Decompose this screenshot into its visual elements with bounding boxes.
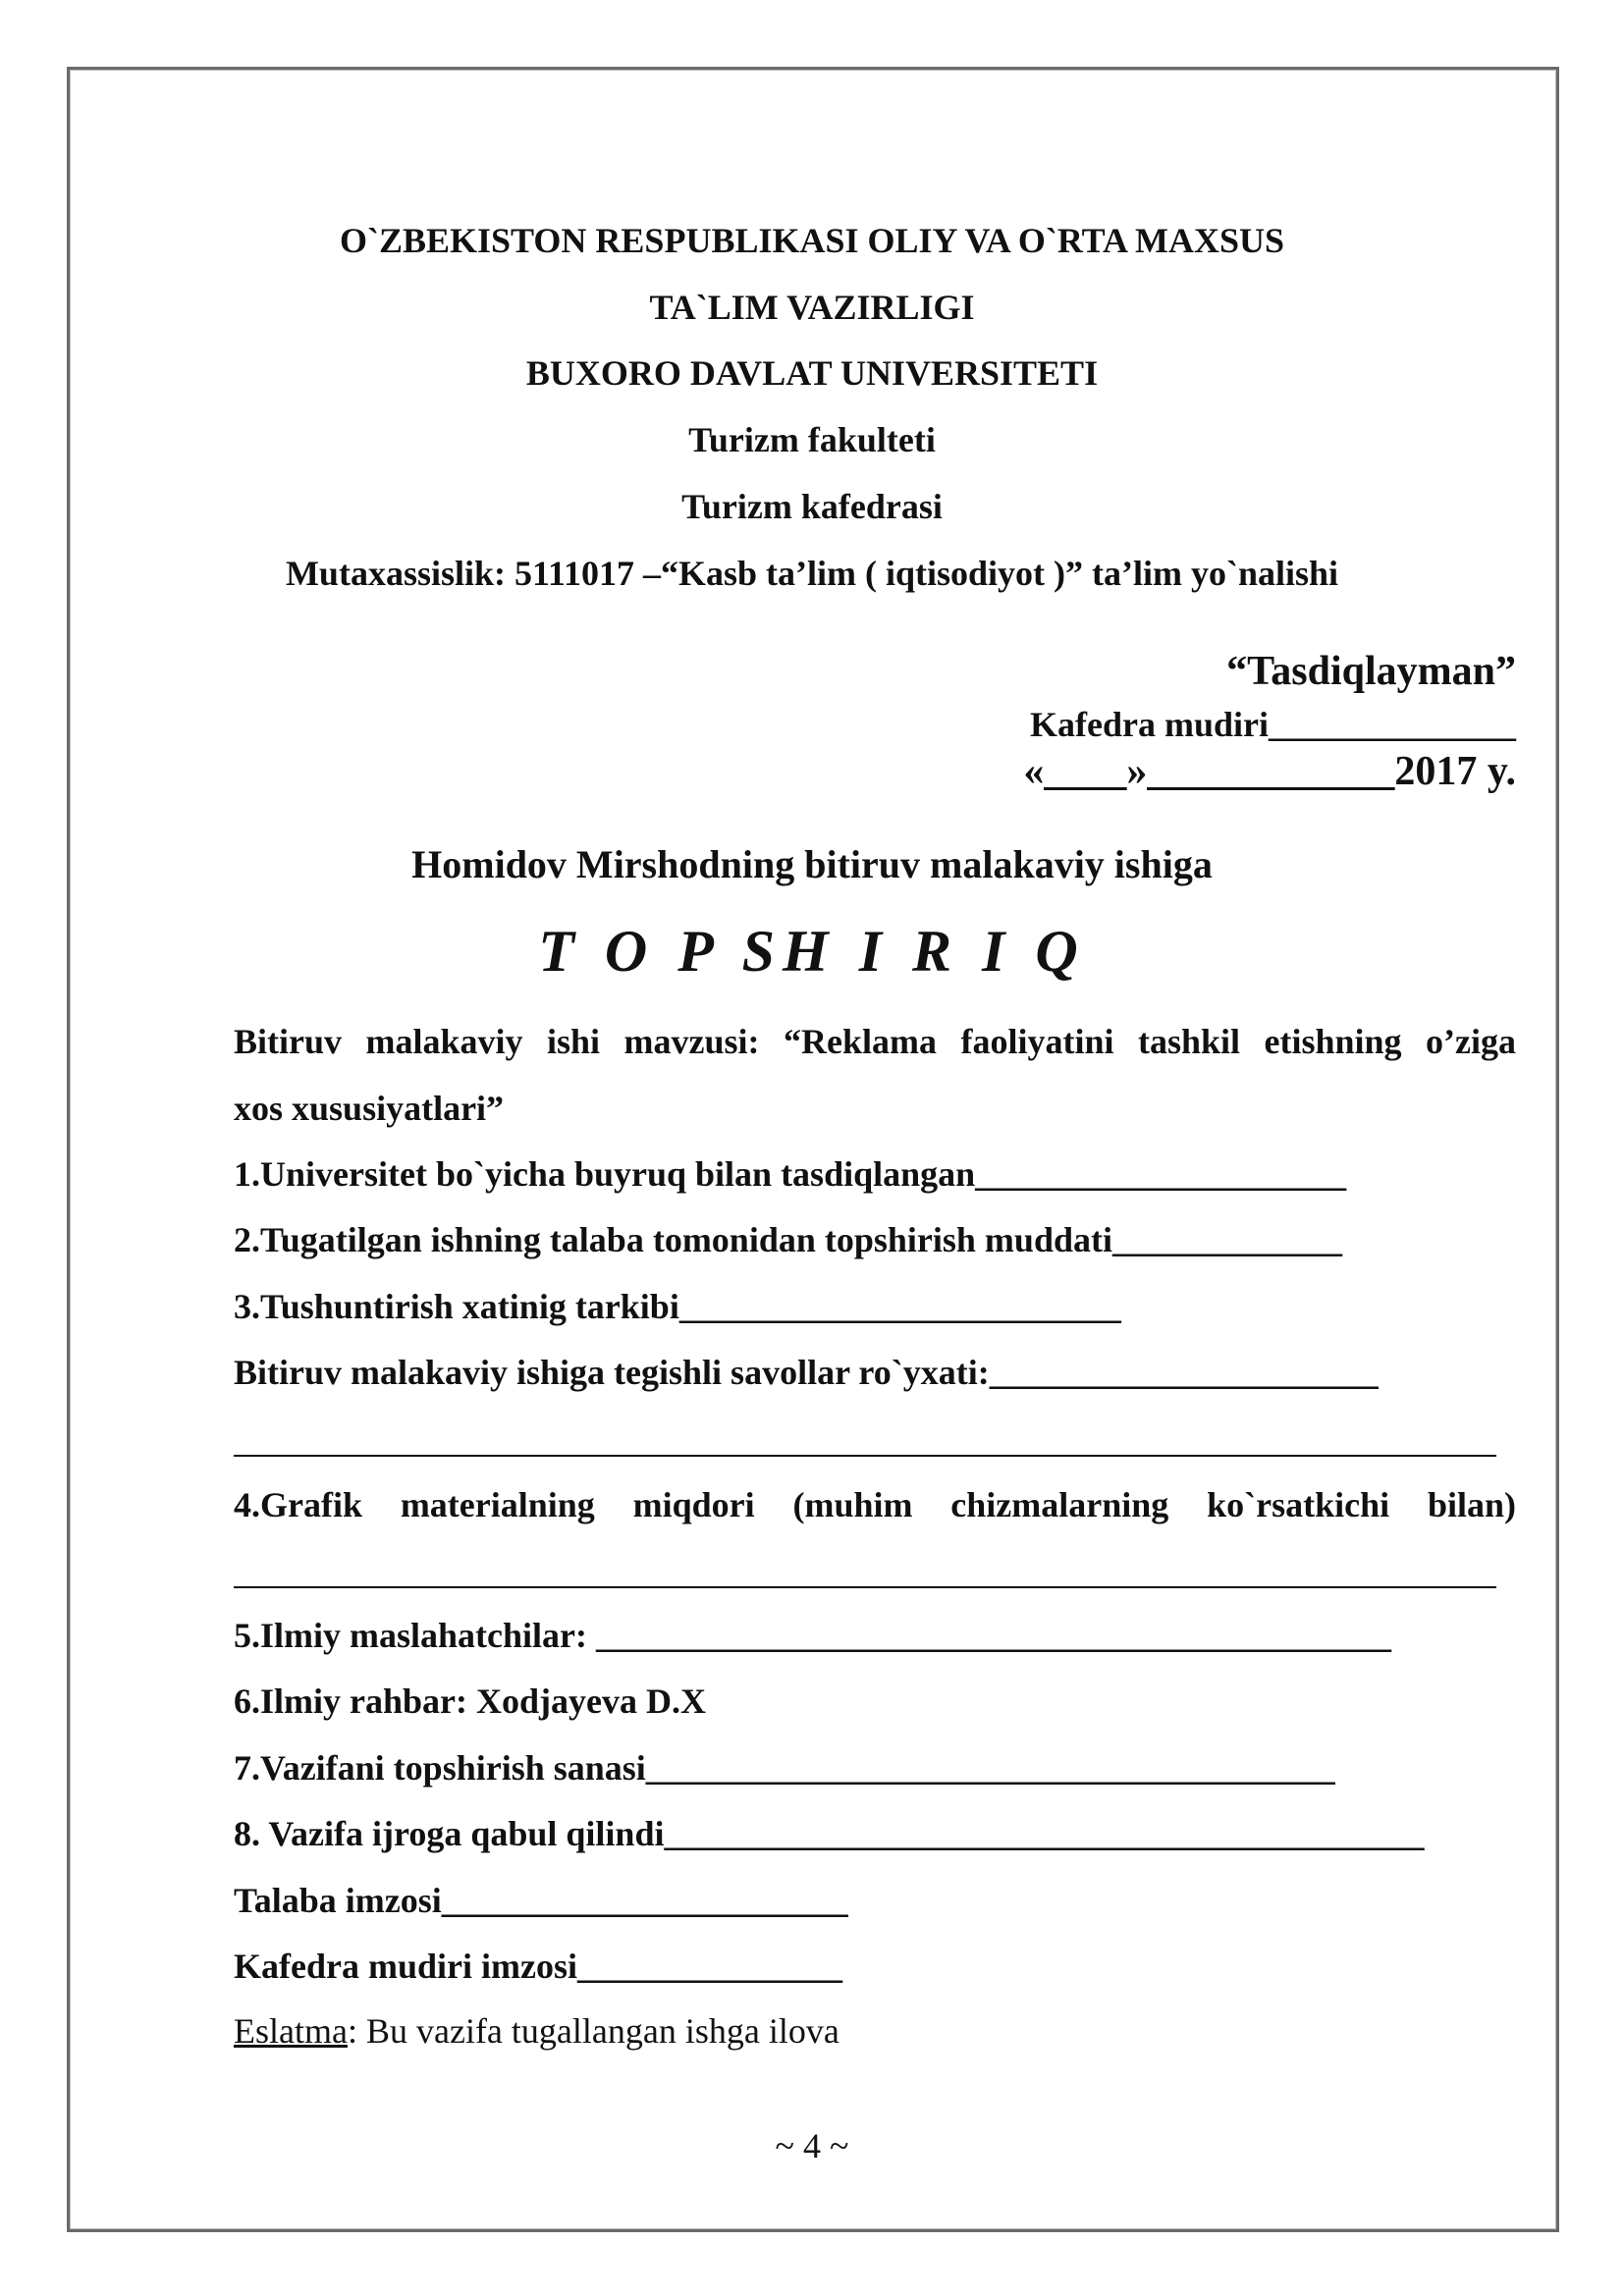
head-signature-line: Kafedra mudiri imzosi_______________ bbox=[234, 1947, 842, 1986]
university-name: BUXORO DAVLAT UNIVERSITETI bbox=[525, 353, 1099, 393]
note-text: : Bu vazifa tugallangan ishga ilova bbox=[347, 2011, 839, 2051]
document-subtitle: Homidov Mirshodning bitiruv malakaviy ishiga bbox=[411, 842, 1213, 886]
blank-line-graphic bbox=[234, 1586, 1496, 1588]
item-4: 4.Grafik materialning miqdori (muhim chizmalarning ko`rsatkichi bilan) bbox=[234, 1485, 1516, 1524]
faculty-name: Turizm fakulteti bbox=[688, 420, 936, 459]
item-1: 1.Universitet bo`yicha buyruq bilan tasdiqlangan_____________________ bbox=[234, 1154, 1347, 1194]
item-5: 5.Ilmiy maslahatchilar: _____________________________________________ bbox=[234, 1616, 1391, 1655]
document-title: T O P SH I R I Q bbox=[538, 919, 1086, 984]
note-line bbox=[234, 2010, 839, 2052]
item-2: 2.Tugatilgan ishning talaba tomonidan topshirish muddati_____________ bbox=[234, 1220, 1342, 1259]
department-name: Turizm kafedrasi bbox=[681, 487, 943, 526]
approval-heading: “Tasdiqlayman” bbox=[1226, 649, 1516, 694]
student-signature-line: Talaba imzosi_______________________ bbox=[234, 1881, 848, 1920]
ministry-line-1: O`ZBEKISTON RESPUBLIKASI OLIY VA O`RTA MAXSUS bbox=[340, 221, 1284, 260]
approval-head-line: Kafedra mudiri______________ bbox=[1030, 705, 1516, 744]
blank-line-questions bbox=[234, 1455, 1496, 1457]
topic-line-1: Bitiruv malakaviy ishi mavzusi: “Reklama faoliyatini tashkil etishning o’ziga bbox=[234, 1022, 1516, 1061]
questions-list: Bitiruv malakaviy ishiga tegishli savollar ro`yxati:______________________ bbox=[234, 1353, 1379, 1392]
note-label: Eslatma bbox=[234, 2011, 348, 2051]
item-6: 6.Ilmiy rahbar: Xodjayeva D.X bbox=[234, 1682, 706, 1721]
approval-date-line: «____»____________2017 y. bbox=[1023, 749, 1516, 794]
ministry-line-2: TA`LIM VAZIRLIGI bbox=[649, 288, 975, 327]
topic-line-2: xos xususiyatlari” bbox=[234, 1089, 505, 1128]
specialty-line: Mutaxassislik: 5111017 –“Kasb ta’lim ( iqtisodiyot )” ta’lim yo`nalishi bbox=[285, 554, 1339, 593]
item-8: 8. Vazifa ijroga qabul qilindi___________________________________________ bbox=[234, 1814, 1425, 1853]
item-3: 3.Tushuntirish xatinig tarkibi_________________________ bbox=[234, 1287, 1121, 1326]
page-number: ~ 4 ~ bbox=[775, 2126, 849, 2165]
item-7: 7.Vazifani topshirish sanasi_______________________________________ bbox=[234, 1748, 1335, 1788]
